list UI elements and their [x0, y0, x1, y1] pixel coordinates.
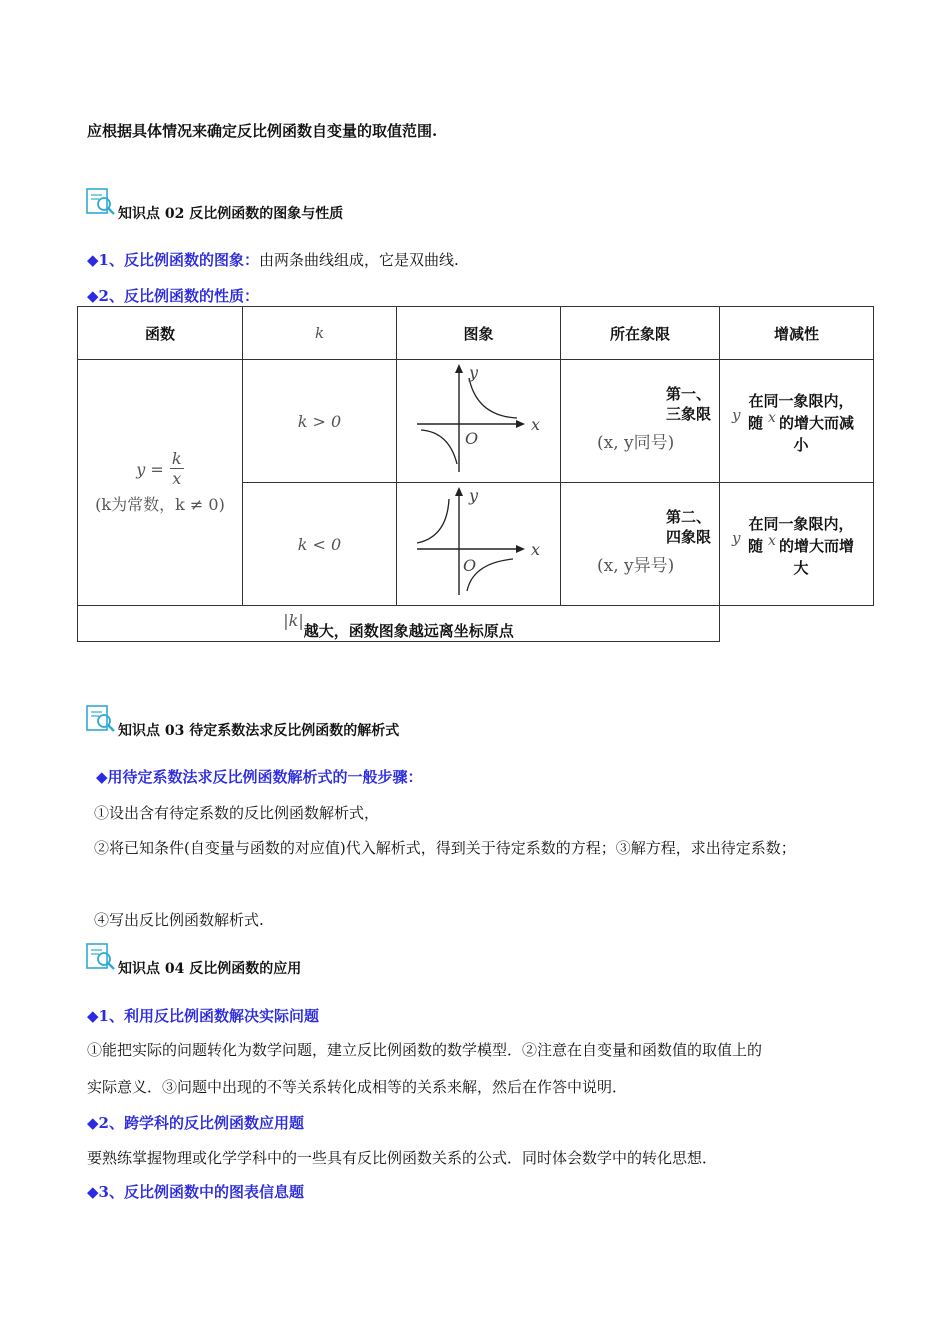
monotonic-text: [736, 513, 866, 579]
origin-label: O: [463, 556, 477, 575]
section-03-title: 知识点 03 待定系数法求反比例函数的解析式: [118, 723, 400, 739]
graph-text: 由两条曲线组成，它是双曲线.: [258, 251, 459, 269]
quadrant-k-positive: [561, 360, 720, 483]
header-monotonic: 增减性: [720, 307, 874, 360]
quadrant-text: [666, 384, 711, 424]
formula-numerator: k: [171, 449, 182, 468]
axis-y-label: y: [469, 486, 479, 505]
monotonic-cell: [720, 362, 873, 481]
function-formula: [136, 450, 184, 488]
function-condition: (k为常数，k ≠ 0): [95, 495, 225, 514]
hyperbola-positive-graph: [397, 360, 559, 478]
monotonic-line-1: 在同一象限内，: [748, 514, 854, 533]
hyperbola-negative-graph: [397, 483, 559, 601]
monotonic-with: 随: [747, 536, 763, 555]
quadrant-line-2: 三象限: [665, 404, 711, 423]
sign-rule: (x, y异号): [597, 555, 675, 576]
header-quadrant: 所在象限: [561, 307, 720, 360]
step-4: ④写出反比例函数解析式.: [94, 911, 264, 929]
header-function: 函数: [78, 307, 243, 360]
function-cell: [78, 360, 243, 606]
footer-cell: [78, 606, 720, 642]
steps-label: ◆用待定系数法求反比例函数解析式的一般步骤：: [96, 768, 423, 786]
monotonic-line-3: 大: [793, 558, 809, 577]
monotonic-line-2: [736, 532, 866, 557]
header-graph: 图象: [397, 307, 561, 360]
application-2-text: 要熟练掌握物理或化学学科中的一些具有反比例函数关系的公式．同时体会数学中的转化思想．: [87, 1149, 718, 1167]
axis-y-label: y: [469, 363, 479, 382]
quadrant-line-1: 第一、: [665, 384, 711, 403]
axis-x-label: x: [531, 540, 541, 559]
origin-label: O: [465, 429, 479, 448]
axis-x-label: x: [531, 415, 541, 434]
application-1-text-2: 实际意义．③问题中出现的不等关系转化成相等的关系来解，然后在作答中说明．: [87, 1078, 628, 1096]
quadrant-k-negative: [561, 483, 720, 606]
monotonic-line-3: 小: [793, 435, 809, 454]
quadrant-cell: [561, 362, 719, 481]
step-2-3: ②将已知条件(自变量与函数的对应值)代入解析式，得到关于待定系数的方程；③解方程，求出待定系数；: [94, 839, 796, 857]
properties-label: ◆2、反比例函数的性质：: [87, 287, 259, 305]
quadrant-line-2: 四象限: [665, 527, 711, 546]
monotonic-k-negative: [720, 483, 874, 606]
k-negative: k < 0: [243, 483, 397, 606]
graph-k-negative: [397, 483, 561, 606]
application-3-label: ◆3、反比例函数中的图表信息题: [87, 1183, 304, 1201]
table-row-k-positive: [78, 360, 874, 483]
application-1-text-1: ①能把实际的问题转化为数学问题，建立反比例函数的数学模型．②注意在自变量和函数值的取值上的: [87, 1041, 763, 1059]
intro-line: 应根据具体情况来确定反比例函数自变量的取值范围.: [87, 122, 438, 140]
var-x: x: [768, 532, 776, 549]
formula-lhs: y =: [136, 459, 164, 479]
monotonic-trend: 的增大而增: [779, 536, 855, 555]
var-y: y: [732, 528, 741, 547]
monotonic-cell: [720, 485, 873, 604]
graph-label: ◆1、反比例函数的图象：: [87, 251, 259, 269]
var-y: y: [732, 405, 741, 424]
monotonic-line-2: [736, 409, 866, 434]
graph-k-positive: [397, 360, 561, 483]
footer-text: 越大，函数图象越远离坐标原点: [303, 622, 514, 640]
section-02-title: 知识点 02 反比例函数的图象与性质: [118, 206, 344, 222]
monotonic-trend: 的增大而减: [779, 413, 855, 432]
step-1: ①设出含有待定系数的反比例函数解析式，: [94, 804, 380, 822]
monotonic-with: 随: [747, 413, 763, 432]
k-positive: k > 0: [243, 360, 397, 483]
formula-denominator: x: [170, 468, 184, 488]
properties-table: [77, 306, 874, 642]
header-k: k: [243, 307, 397, 360]
sign-rule: (x, y同号): [597, 432, 675, 453]
quadrant-cell: [561, 485, 719, 604]
section-04-title: 知识点 04 反比例函数的应用: [118, 961, 302, 977]
application-2-label: ◆2、跨学科的反比例函数应用题: [87, 1114, 304, 1132]
knowledge-point-icon: [86, 941, 116, 971]
monotonic-k-positive: [720, 360, 874, 483]
application-1-label: ◆1、利用反比例函数解决实际问题: [87, 1007, 319, 1025]
graph-description: [87, 249, 459, 270]
table-header-row: [78, 307, 874, 360]
formula-fraction: [170, 450, 184, 488]
monotonic-line-1: 在同一象限内，: [748, 391, 854, 410]
knowledge-point-icon: [86, 703, 116, 733]
monotonic-text: [736, 390, 866, 456]
quadrant-line-1: 第二、: [665, 507, 711, 526]
var-x: x: [768, 409, 776, 426]
knowledge-point-icon: [86, 186, 116, 216]
quadrant-text: [666, 507, 711, 547]
abs-k: |k|: [283, 611, 304, 630]
table-footer-row: [78, 606, 874, 642]
